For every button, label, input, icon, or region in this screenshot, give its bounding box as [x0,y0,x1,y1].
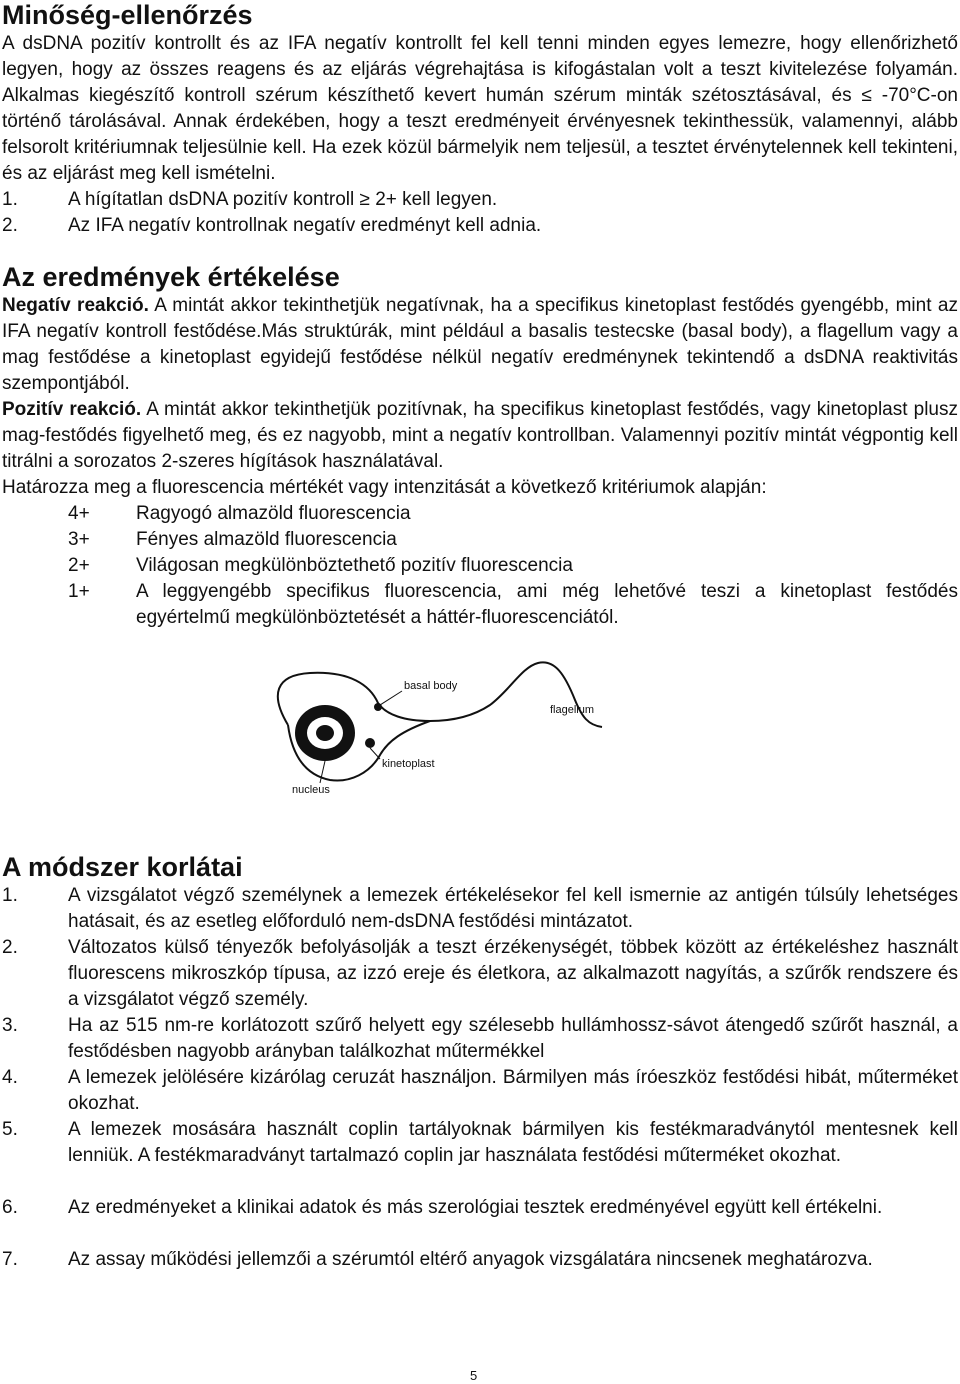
limitation-number: 4. [2,1067,18,1088]
positive-reaction-text: A mintát akkor tekinthetjük pozitívnak, ha specifikus kinetoplast festődés, vagy kinetoplast plusz mag-festődés figyelhető meg, és ez nagyobb, mint a negatív kontrollban. Valamennyi pozitív mintát végpontig kell titrálni a sorozatos 2-szeres hígítások használatával. [2,399,958,472]
qc-paragraph: A dsDNA pozitív kontrollt és az IFA negatív kontrollt fel kell tenni minden egyes lemezre, hogy ellenőrizhető legyen, hogy az összes reagens és az eljárás végrehajtása is kifogástalan volt a teszt kivitelezése folyamán. Alkalmas kiegészítő kontroll szérum készíthető kevert humán szérum minták szétosztásával, és ≤ -70°C-on történő tárolásával. Annak érdekében, hogy a teszt eredményeit érvényesnek tekinthessük, valamennyi, alább felsorolt kritériumnak teljesülnie kell. Ha ezek közül bármelyik nem teljesül, a tesztet érvénytelennek kell tekinteni, és az eljárást meg kell ismételni. [2,33,958,184]
limitation-number: 2. [2,937,18,958]
negative-reaction-label: Negatív reakció. [2,295,149,316]
kinetoplast-shape [365,738,375,748]
limitation-text: A lemezek mosására használt coplin tartályoknak bármilyen kis festékmaradványtól mentesnek kell lenniük. A festékmaradványt tartalmazó coplin jar használata festődési műterméket okozhat. [68,1119,958,1166]
limitation-number: 5. [2,1119,18,1140]
limitation-text: Változatos külső tényezők befolyásolják a teszt érzékenységét, többek között az értékeléshez használt fluorescens mikroszkóp típusa, az izzó ereje és életkora, az alkalmazott nagyítás, a szűrők rendszere és a vizsgálatot végző személy. [68,937,958,1010]
grade-label: 2+ [68,555,90,576]
limitation-text: Ha az 515 nm-re korlátozott szűrő helyett egy szélesebb hullámhossz-sávot átengedő szűrőt használ, a festődésben nagyobb arányban találkozhat műtermékkel [68,1015,958,1062]
limitation-text: A vizsgálatot végző személynek a lemezek értékelésekor fel kell ismernie az antigén túlsúly lehetséges hatásait, és az esetleg előforduló nem-dsDNA festődési mintázatot. [68,885,958,932]
negative-reaction-paragraph [2,293,958,397]
grade-description: Világosan megkülönböztethető pozitív fluorescencia [136,555,573,576]
limitation-text: Az assay működési jellemzői a szérumtól eltérő anyagok vizsgálatára nincsenek meghatározva. [68,1249,873,1270]
limitation-number: 7. [2,1249,18,1270]
negative-reaction-text: A mintát akkor tekinthetjük negatívnak, ha a specifikus kinetoplast festődés gyengébb, mint az IFA negatív kontroll festődése.Más struktúrák, mint például a basalis testecske (basal body), a flagellum vagy a mag festődése a kinetoplast egyidejű festődése nélkül negatív eredménynek tekintendő a dsDNA reaktivitás szempontjából. [2,295,958,394]
grade-description: A leggyengébb specifikus fluorescencia, ami még lehetővé teszi a kinetoplast festődés egyértelmű megkülönböztetését a háttér-fluorescenciától. [136,581,958,628]
grade-label: 4+ [68,503,90,524]
limitation-number: 6. [2,1197,18,1218]
page-number: 5 [470,1368,478,1383]
limitation-number: 3. [2,1015,18,1036]
grading-intro: Határozza meg a fluorescencia mértékét vagy intenzitását a következő kritériumok alapján: [2,477,767,498]
positive-reaction-label: Pozitív reakció. [2,399,142,420]
qc-item-text: A hígítatlan dsDNA pozitív kontroll ≥ 2+ kell legyen. [68,189,498,210]
label-basal-body: basal body [404,680,458,692]
qc-item-text: Az IFA negatív kontrollnak negatív eredményt kell adnia. [68,215,542,236]
positive-reaction-paragraph [2,397,958,475]
grade-description: Ragyogó almazöld fluorescencia [136,503,411,524]
section-title-quality-control: Minőség-ellenőrzés [2,0,253,30]
trypanosome-diagram [230,655,610,805]
grade-label: 3+ [68,529,90,550]
limitation-text: Az eredményeket a klinikai adatok és más szerológiai tesztek eredményével együtt kell értékelni. [68,1197,883,1218]
grade-label: 1+ [68,581,90,602]
label-flagellum: flagellum [550,704,595,716]
qc-item-number: 1. [2,189,18,210]
limitation-text: A lemezek jelölésére kizárólag ceruzát használjon. Bármilyen más íróeszköz festődési hibát, műterméket okozhat. [68,1067,958,1114]
label-kinetoplast: kinetoplast [382,758,435,770]
section-title-results: Az eredmények értékelése [2,262,340,292]
limitation-number: 1. [2,885,18,906]
section-title-limitations: A módszer korlátai [2,852,243,882]
grade-description: Fényes almazöld fluorescencia [136,529,397,550]
label-nucleus: nucleus [292,784,330,796]
qc-item-number: 2. [2,215,18,236]
